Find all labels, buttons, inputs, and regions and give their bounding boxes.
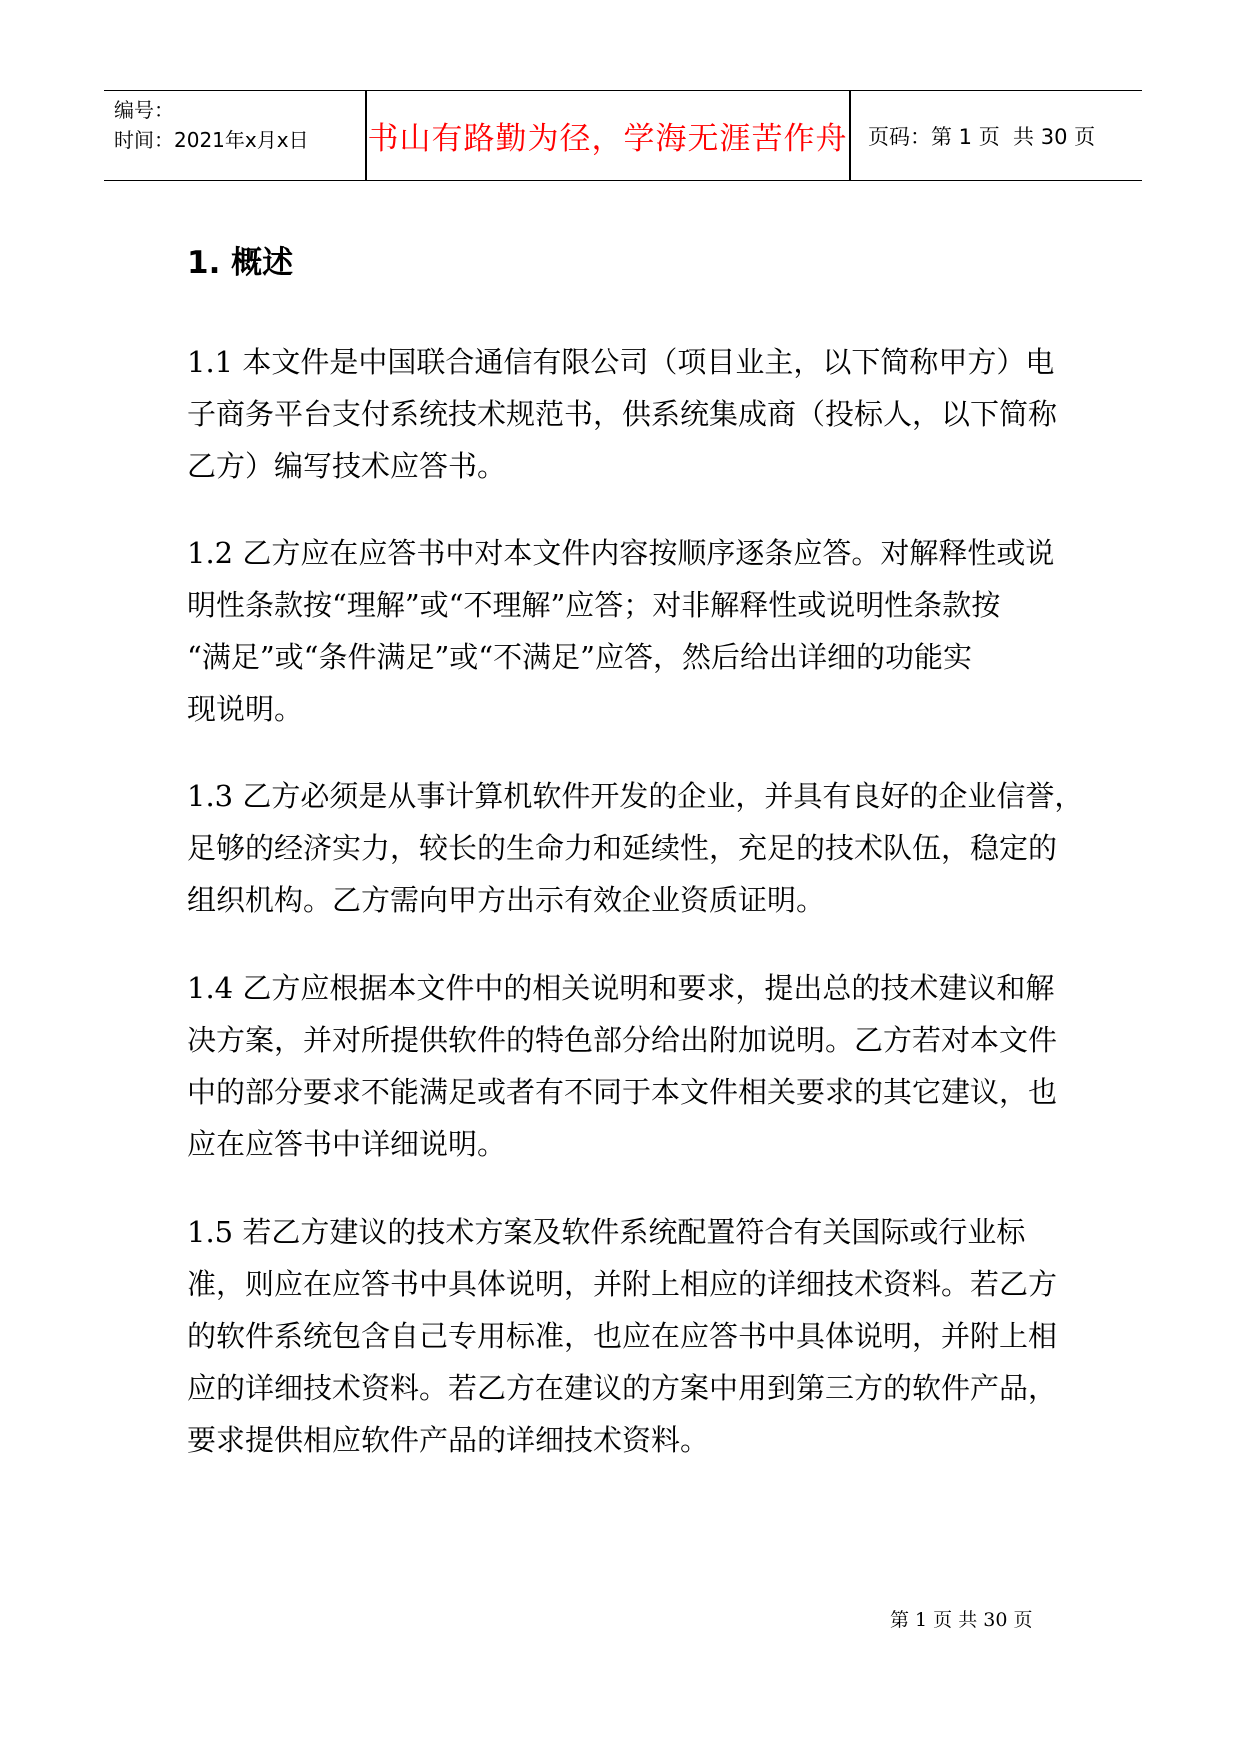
paragraph-line: 1.5 若乙方建议的技术方案及软件系统配置符合有关国际或行业标 <box>187 1215 1026 1249</box>
paragraph-line: 的软件系统包含自己专用标准，也应在应答书中具体说明，并附上相 <box>187 1319 1058 1353</box>
header-meta <box>114 95 364 155</box>
paragraph-line: “满足”或“条件满足”或“不满足”应答，然后给出详细的功能实 <box>187 640 972 674</box>
time-label: 时间：2021年x月x日 <box>114 128 309 152</box>
paragraph-line: 要求提供相应软件产品的详细技术资料。 <box>187 1423 710 1457</box>
section-title: 1. 概述 <box>187 245 294 281</box>
paragraph-line: 1.3 乙方必须是从事计算机软件开发的企业，并具有良好的企业信誉， <box>187 779 1084 813</box>
serial-label: 编号： <box>114 98 174 122</box>
paragraph-line: 应的详细技术资料。若乙方在建议的方案中用到第三方的软件产品， <box>187 1371 1058 1405</box>
header-motto: 书山有路勤为径，学海无涯苦作舟 <box>367 121 848 157</box>
header-divider-right <box>849 91 851 180</box>
paragraph-line: 决方案，并对所提供软件的特色部分给出附加说明。乙方若对本文件 <box>187 1023 1058 1057</box>
paragraph-line: 子商务平台支付系统技术规范书，供系统集成商（投标人，以下简称 <box>187 397 1058 431</box>
paragraph-line: 1.4 乙方应根据本文件中的相关说明和要求，提出总的技术建议和解 <box>187 971 1055 1005</box>
page-footer: 第 1 页 共 30 页 <box>890 1609 1033 1631</box>
paragraph-1-5 <box>187 1206 1057 1466</box>
header-page-info <box>868 91 1095 180</box>
paragraph-1-2 <box>187 527 1057 735</box>
paragraph-line: 准，则应在应答书中具体说明，并附上相应的详细技术资料。若乙方 <box>187 1267 1058 1301</box>
paragraph-line: 组织机构。乙方需向甲方出示有效企业资质证明。 <box>187 883 826 917</box>
paragraph-line: 应在应答书中详细说明。 <box>187 1127 507 1161</box>
paragraph-line: 足够的经济实力，较长的生命力和延续性，充足的技术队伍，稳定的 <box>187 831 1058 865</box>
paragraph-line: 乙方）编写技术应答书。 <box>187 449 507 483</box>
paragraph-line: 中的部分要求不能满足或者有不同于本文件相关要求的其它建议，也 <box>187 1075 1058 1109</box>
paragraph-line: 1.1 本文件是中国联合通信有限公司（项目业主，以下简称甲方）电 <box>187 345 1055 379</box>
paragraph-line: 现说明。 <box>187 692 304 726</box>
paragraph-1-4 <box>187 962 1057 1170</box>
paragraph-1-3 <box>187 770 1084 926</box>
paragraph-line: 明性条款按“理解”或“不理解”应答；对非解释性或说明性条款按 <box>187 588 1001 622</box>
paragraph-line: 1.2 乙方应在应答书中对本文件内容按顺序逐条应答。对解释性或说 <box>187 536 1055 570</box>
paragraph-1-1 <box>187 336 1057 492</box>
page-header <box>104 90 1142 181</box>
page-info-text: 页码：第 1 页 共 30 页 <box>868 124 1096 149</box>
